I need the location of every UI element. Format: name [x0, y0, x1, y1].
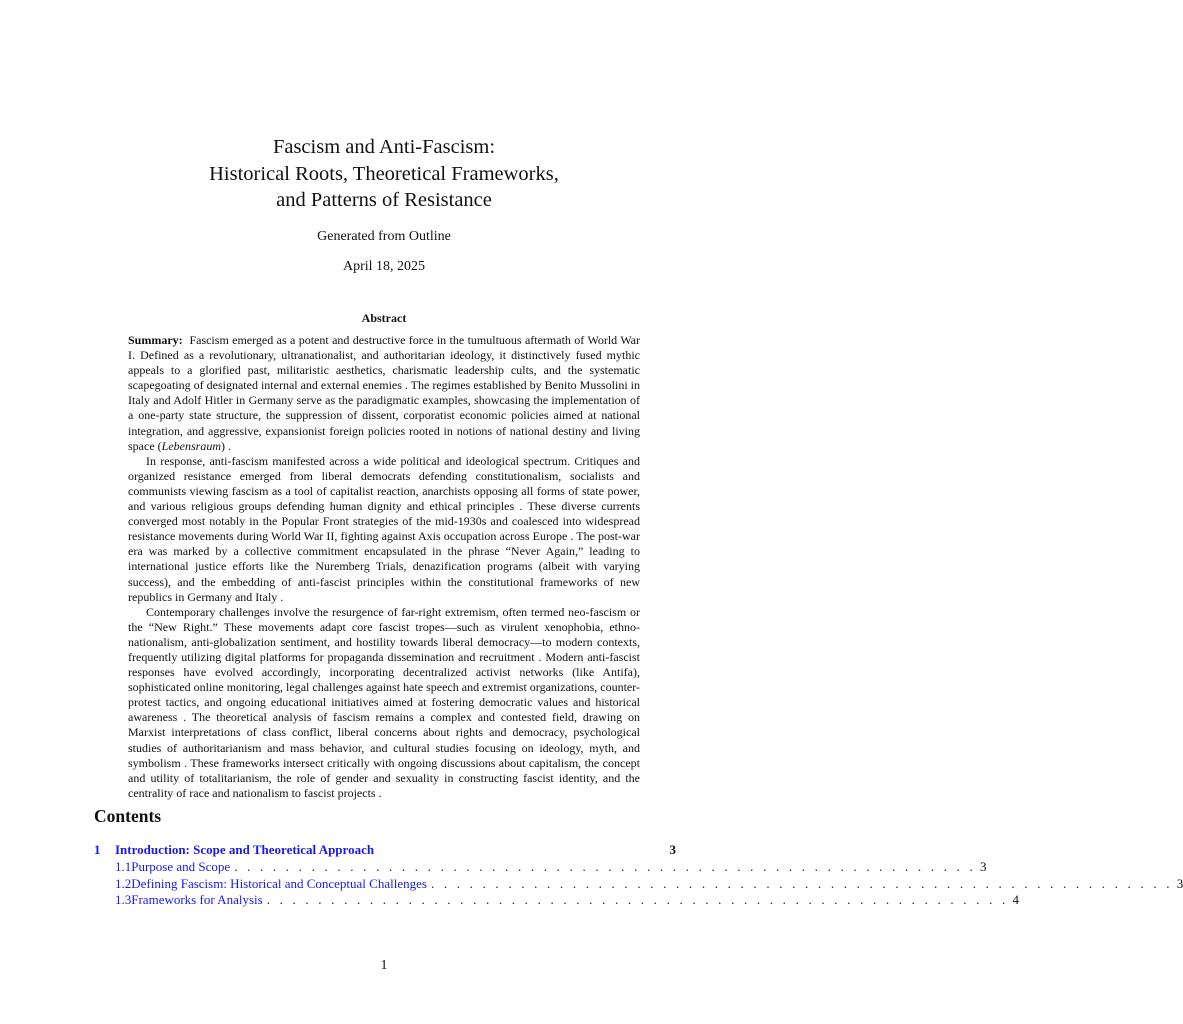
- toc-entry-number: 1.1: [115, 858, 132, 874]
- abstract-paragraph-1-text: Fascism emerged as a potent and destructive force in the tumultuous aftermath of World War I. Defined as a revolutionary, ultranationalist, and authoritarian ideology, it distinctively fused mythic appeals to a glorified past, militaristic aesthetics, charismatic leadership cults, and the systematic scapegoating of designated internal and external enemies . The regimes established by Benito Mussolini in Italy and Adolf Hitler in Germany serve as the paradigmatic examples, showcasing the implementation of a one-party state structure, the suppression of dissent, corporatist economic policies aimed at national integration, and aggressive, expansionist foreign policies rooted in notions of national destiny and living space (: [128, 333, 641, 453]
- page-number: 1: [380, 958, 388, 973]
- abstract-body: [128, 333, 640, 801]
- toc-dot-leader: . . . . . . . . . . . . . . . . . . . . . . . . . . . . . . . . . . . . . . . . . . . . . . . . . . . . . . . . . .: [430, 875, 1173, 891]
- toc-entry-1-2[interactable]: [94, 875, 1183, 893]
- toc-entry-page: 4: [1012, 892, 1019, 908]
- title-line-2: Historical Roots, Theoretical Frameworks,: [209, 162, 559, 185]
- abstract-paragraph-3: Contemporary challenges involve the resurgence of far-right extremism, often termed neo-fascism or the “New Right.” These movements adapt core fascist tropes—such as virulent xenophobia, ethno-nationalism, anti-globalization sentiment, and hostility towards liberal democracy—to modern contexts, frequently utilizing digital platforms for propaganda dissemination and recruitment . Modern anti-fascist responses have evolved accordingly, incorporating decentralized activist networks (like Antifa), sophisticated online monitoring, legal challenges against hate speech and extremist organizations, counter-protest tactics, and ongoing educational initiatives aimed at fostering democratic values and historical awareness . The theoretical analysis of fascism remains a complex and contested field, drawing on Marxist interpretations of class conflict, liberal concerns about rights and democracy, psychological studies of authoritarianism and mass behavior, and cultural studies focusing on ideology, myth, and symbolism . These frameworks intersect critically with ongoing discussions about capitalism, the concept and utility of totalitarianism, the role of gender and sexuality in constructing fascist identity, and the centrality of race and nationalism to fascist projects .: [128, 604, 640, 800]
- table-of-contents: [94, 842, 1183, 909]
- abstract-paragraph-1: [128, 333, 640, 454]
- toc-entry-number: 1.3: [115, 892, 132, 908]
- toc-entry-1-1[interactable]: [94, 858, 987, 876]
- document-author: Generated from Outline: [317, 229, 451, 244]
- abstract-italic-term: Lebensraum: [161, 438, 221, 453]
- document-date: April 18, 2025: [342, 259, 426, 274]
- toc-entry-title-link[interactable]: Purpose and Scope: [131, 858, 231, 874]
- title-line-3: and Patterns of Resistance: [276, 189, 492, 211]
- toc-entry-page: 3: [979, 858, 987, 874]
- toc-entry-title-link[interactable]: Frameworks for Analysis: [131, 892, 263, 908]
- toc-entry-page: 3: [1176, 875, 1183, 891]
- toc-entry-1-3[interactable]: [94, 892, 1019, 909]
- abstract-paragraph-2: In response, anti-fascism manifested across a wide political and ideological spectrum. Critiques and organized resistance emerged from liberal democrats defending constitutionalism, socialists and communists viewing fascism as a tool of capitalist reaction, anarchists opposing all forms of state power, and various religious groups defending human dignity and ethical principles . These diverse currents converged most notably in the Popular Front strategies of the mid-1930s and coalesced into widespread resistance movements during World War II, fighting against Axis occupation across Europe . The post-war era was marked by a collective commitment encapsulated in the phrase “Never Again,” leading to international justice efforts like the Nuremberg Trials, denazification programs (albeit with varying success), and the embedding of anti-fascist principles within the constitutional frameworks of new republics in Germany and Italy .: [128, 453, 640, 604]
- toc-entry-number: 1.2: [115, 875, 132, 891]
- contents-heading: Contents: [94, 806, 162, 826]
- abstract-heading: Abstract: [361, 311, 407, 325]
- abstract-paragraph-1-end: ) .: [221, 438, 231, 453]
- abstract-lead: Summary:: [128, 333, 183, 347]
- toc-entry-1[interactable]: [94, 842, 676, 859]
- toc-dot-leader: . . . . . . . . . . . . . . . . . . . . . . . . . . . . . . . . . . . . . . . . . . . . . . . . . . . . . . . . . .: [234, 858, 976, 874]
- title-line-1: Fascism and Anti-Fascism:: [272, 136, 496, 158]
- toc-entry-title-link[interactable]: Introduction: Scope and Theoretical Approach: [115, 842, 375, 857]
- toc-entry-page: 3: [669, 842, 676, 857]
- toc-entry-number: 1: [94, 842, 101, 857]
- toc-entry-title-link[interactable]: Defining Fascism: Historical and Conceptual Challenges: [131, 875, 427, 891]
- document-title: [0, 134, 768, 214]
- toc-dot-leader: . . . . . . . . . . . . . . . . . . . . . . . . . . . . . . . . . . . . . . . . . . . . . . . . . . . . . . . . . .: [266, 892, 1009, 908]
